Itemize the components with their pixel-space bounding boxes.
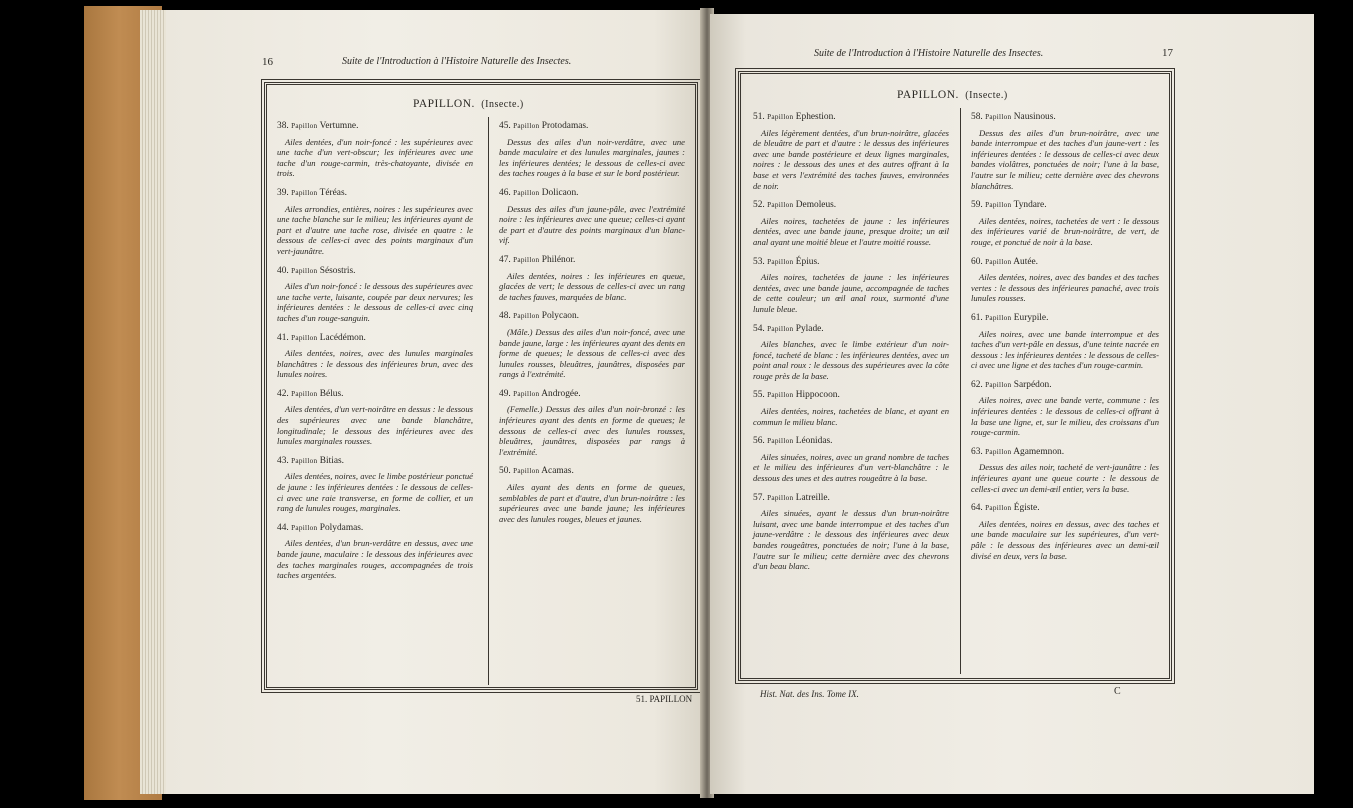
entry-genus: Papillon xyxy=(513,312,540,321)
entry-description: Ailes sinuées, ayant le dessus d'un brun-noirâtre luisant, avec une bande interrompue et des taches d'un jaune-verdâtre : le dessous des inférieures avec deux bandes rougeâtres, ponctuées de noir; l'une à la base, l'autre sur le milieu; cette dernière avec des chevrons d'un beau blanc. xyxy=(753,508,949,572)
entry-heading xyxy=(277,456,473,467)
footer-title: Hist. Nat. des Ins. Tome IX. xyxy=(760,689,859,699)
entry-genus: Papillon xyxy=(767,257,794,266)
entry-species: Épius. xyxy=(795,256,820,267)
entry-number: 61. xyxy=(971,312,983,323)
entry-species: Bitias. xyxy=(319,455,345,466)
entry-species: Sarpédon. xyxy=(1013,379,1052,390)
entry-number: 50. xyxy=(499,466,511,477)
entry-description: Ailes dentées, noires, tachetées de vert : le dessous des inférieures varié de brun-noirâtre, de vert, de rouge, et ponctué de noir à la base. xyxy=(971,215,1159,247)
entry-description: Ailes d'un noir-foncé : le dessous des supérieures avec une tache verte, luisante, coupée par deux nervures; les inférieures dentées : le dessous de celles-ci avec cinq taches d'un rouge-sanguin. xyxy=(277,281,473,323)
entry-number: 62. xyxy=(971,379,983,390)
left-page xyxy=(166,10,708,794)
entry-heading xyxy=(753,200,949,211)
right-page xyxy=(710,14,1314,794)
entry-genus: Papillon xyxy=(985,504,1012,513)
entry-species: Polydamas. xyxy=(319,522,364,533)
entry-heading xyxy=(971,380,1159,391)
entry-number: 64. xyxy=(971,503,983,514)
entry-number: 56. xyxy=(753,436,765,447)
entry-description: Ailes dentées, d'un brun-verdâtre en dessus, avec une bande jaune, maculaire : le dessous des inférieures avec des taches marginales rouges, accompagnées de trois taches argentées. xyxy=(277,538,473,581)
entry-genus: Papillon xyxy=(985,313,1012,322)
entry-description: Dessus des ailes d'un brun-noirâtre, avec une bande interrompue et des taches d'un jaune-vert : les inférieures dentées : le dessous de celles-ci avec deux bandes violâtres, ponctuées de noir; l'une à la base, l'autre sur le milieu; cette dernière avec des chevrons blanchâtres. xyxy=(971,127,1159,191)
entry-genus: Papillon xyxy=(767,113,794,121)
entry-number: 40. xyxy=(277,265,289,276)
entry-genus: Papillon xyxy=(985,380,1012,389)
entry-genus: Papillon xyxy=(513,188,540,197)
entry-species: Latreille. xyxy=(795,492,830,503)
signature-mark: C xyxy=(1114,686,1121,697)
right-column-1 xyxy=(753,112,949,572)
entry-species: Bélus. xyxy=(319,388,344,399)
entry-description: Ailes dentées, noires en dessus, avec des taches et une bande maculaire sur les supérieures, d'un vert-pâle : le dessous des inférieures avec un demi-œil divisé en deux, vers la base. xyxy=(971,518,1159,561)
entry-description: Ailes dentées, noires, tachetées de blanc, et ayant en commun le milieu blanc. xyxy=(753,406,949,427)
entry-number: 49. xyxy=(499,388,511,399)
entry-description: Dessus des ailes noir, tacheté de vert-jaunâtre : les inférieures ayant une queue courte : le dessous de celles-ci avec un demi-œil entier, vers la base. xyxy=(971,462,1159,494)
entry-genus: Papillon xyxy=(767,201,794,210)
entry-description: Dessus des ailes d'un jaune-pâle, avec l'extrémité noire : les inférieures avec une queue; celles-ci ayant de part et d'autre des points marginaux d'un blanc-vif. xyxy=(499,203,685,246)
entry-heading xyxy=(971,503,1159,514)
entry-heading xyxy=(753,112,949,123)
entry-genus: Papillon xyxy=(985,257,1012,266)
entry-heading xyxy=(971,257,1159,268)
entry-description: Ailes légèrement dentées, d'un brun-noirâtre, glacées de bleuâtre de part et d'autre : le dessus des inférieures avec une bande postérieure et deux lignes marginales, noires : le dessous des unes et des autres offrant à la base et vers l'extrémité des taches fauves, environnées de noir. xyxy=(753,127,949,191)
entry-number: 48. xyxy=(499,311,511,322)
entry-species: Demoleus. xyxy=(795,200,837,211)
entry-species: Léonidas. xyxy=(795,436,833,447)
entry-description: Ailes sinuées, noires, avec un grand nombre de taches et le milieu des inférieures d'un vert-blanchâtre : le dessous des unes et des autres rougeâtre à la base. xyxy=(753,451,949,484)
entry-genus: Papillon xyxy=(985,201,1012,210)
entry-genus: Papillon xyxy=(513,389,540,398)
entry-heading xyxy=(753,493,949,504)
entry-species: Égiste. xyxy=(1013,503,1040,514)
entry-number: 42. xyxy=(277,388,289,399)
entry-species: Lacédémon. xyxy=(319,332,366,343)
entry-description: Ailes dentées, d'un noir-foncé : les supérieures avec une tache d'un vert-obscur; les inférieures avec une tache d'un rouge-carmin, très-chatoyante, divisée en trois. xyxy=(277,136,473,179)
entry-number: 63. xyxy=(971,446,983,457)
entry-number: 45. xyxy=(499,121,511,131)
entry-heading xyxy=(277,266,473,277)
entry-species: Polycaon. xyxy=(541,311,580,322)
left-page-title: PAPILLON. (Insecte.) xyxy=(413,98,524,110)
entry-species: Protodamas. xyxy=(541,121,589,131)
column-rule xyxy=(960,108,961,674)
entry-description: Ailes noires, avec une bande interrompue et des taches d'un vert-pâle en dessus, d'une teinte nacrée en dessous : les inférieures dentées : le dessous de celles-ci avec une ligne et des taches d'un rouge-carmin. xyxy=(971,328,1159,371)
entry-number: 55. xyxy=(753,390,765,401)
entry-genus: Papillon xyxy=(985,113,1012,121)
entry-genus: Papillon xyxy=(291,266,318,275)
right-column-2 xyxy=(971,112,1159,561)
entry-species: Tyndare. xyxy=(1013,200,1047,211)
entry-species: Pylade. xyxy=(795,323,824,334)
entry-genus: Papillon xyxy=(291,188,318,197)
entry-species: Androgée. xyxy=(541,388,581,399)
entry-species: Autée. xyxy=(1013,256,1038,267)
entry-genus: Papillon xyxy=(513,255,540,264)
left-column-1 xyxy=(277,121,473,581)
entry-heading xyxy=(971,447,1159,458)
entry-heading xyxy=(971,200,1159,211)
entry-genus: Papillon xyxy=(291,456,318,465)
entry-number: 60. xyxy=(971,256,983,267)
entry-number: 51. xyxy=(753,112,765,122)
right-page-title: PAPILLON. (Insecte.) xyxy=(897,89,1008,101)
entry-genus: Papillon xyxy=(513,467,540,476)
entry-description: (Femelle.) Dessus des ailes d'un noir-bronzé : les inférieures ayant des dents en forme de queues; le dessous de celles-ci avec des lunules rousses, bleuâtres, jaunâtres, disposées par rangs à l'extrémité. xyxy=(499,404,685,457)
entry-heading xyxy=(277,188,473,199)
left-running-head: Suite de l'Introduction à l'Histoire Naturelle des Insectes. xyxy=(342,56,572,67)
entry-number: 46. xyxy=(499,187,511,198)
entry-description: (Mâle.) Dessus des ailes d'un noir-foncé, avec une bande jaune, large : les inférieures ayant des dents en forme de queues; le dessous de celles-ci avec des lunules rousses, bleuâtres, jaunâtres, disposées par rangs à l'extrémité. xyxy=(499,326,685,380)
entry-number: 59. xyxy=(971,200,983,211)
entry-number: 44. xyxy=(277,522,289,533)
entry-heading xyxy=(499,255,685,266)
entry-description: Ailes dentées, noires : les inférieures en queue, glacées de vert; le dessous de celles-ci avec un rang de taches fauves, marquées de blanc. xyxy=(499,270,685,302)
entry-description: Dessus des ailes d'un noir-verdâtre, avec une bande maculaire et des lunules marginales, jaunes : les inférieures dentées; le dessous de celles-ci avec des taches rouges à la base et sur le bord postérieur. xyxy=(499,136,685,179)
entry-species: Philénor. xyxy=(541,254,576,265)
right-content-frame xyxy=(738,71,1172,681)
entry-genus: Papillon xyxy=(985,447,1012,456)
entry-species: Vertumne. xyxy=(319,121,359,131)
entry-genus: Papillon xyxy=(291,122,318,130)
entry-genus: Papillon xyxy=(291,333,318,342)
entry-description: Ailes dentées, noires, avec des lunules marginales blanchâtres : le dessous des inférieures brun, avec des lunules noires. xyxy=(277,348,473,380)
entry-species: Acamas. xyxy=(541,466,574,477)
entry-species: Dolicaon. xyxy=(541,187,579,198)
entry-description: Ailes dentées, d'un vert-noirâtre en dessus : le dessous des supérieures avec une bande blanchâtre, longitudinale; le dessous des inférieures avec des lunules marginales rousses. xyxy=(277,404,473,447)
entry-heading xyxy=(277,333,473,344)
entry-species: Agamemnon. xyxy=(1013,446,1065,457)
entry-heading xyxy=(753,390,949,401)
entry-genus: Papillon xyxy=(767,493,794,502)
entry-description: Ailes blanches, avec le limbe extérieur d'un noir-foncé, tacheté de blanc : les inférieures dentées, avec un point anal roux : le dessous des supérieures avec la côte rouge près de la base. xyxy=(753,339,949,381)
entry-number: 58. xyxy=(971,112,983,122)
entry-species: Hippocoon. xyxy=(795,390,840,401)
right-page-number: 17 xyxy=(1162,47,1173,59)
entry-description: Ailes noires, avec une bande verte, commune : les inférieures dentées : le dessous de celles-ci offrant à la base une ligne, et, sur le milieu, des croissans d'un rouge-carmin. xyxy=(971,395,1159,438)
entry-description: Ailes dentées, noires, avec le limbe postérieur ponctué de jaune : les inférieures dentées : le dessous de celles-ci avec une raie transverse, en forme de collier, et un rang de lunules rouges, marginales. xyxy=(277,471,473,514)
catchword: 51. PAPILLON xyxy=(636,694,693,704)
entry-number: 47. xyxy=(499,254,511,265)
entry-genus: Papillon xyxy=(291,523,318,532)
entry-number: 54. xyxy=(753,323,765,334)
entry-description: Ailes noires, tachetées de jaune : les inférieures dentées, avec une bande jaune, accompagnée de taches de cette couleur; un œil anal roux, surmonté d'une lunule bleue. xyxy=(753,272,949,314)
page-edges xyxy=(140,10,168,794)
entry-heading xyxy=(499,188,685,199)
entry-species: Ephestion. xyxy=(795,112,836,122)
entry-heading xyxy=(499,389,685,400)
left-column-2 xyxy=(499,121,685,524)
entry-heading xyxy=(277,121,473,132)
entry-heading xyxy=(753,324,949,335)
entry-genus: Papillon xyxy=(767,437,794,446)
entry-genus: Papillon xyxy=(513,122,540,130)
entry-heading xyxy=(753,257,949,268)
entry-species: Sésostris. xyxy=(319,265,356,276)
left-page-number: 16 xyxy=(262,56,273,68)
entry-number: 57. xyxy=(753,492,765,503)
entry-genus: Papillon xyxy=(767,391,794,400)
ornament-dash xyxy=(462,79,472,80)
entry-number: 39. xyxy=(277,187,289,198)
entry-heading xyxy=(277,523,473,534)
right-running-head: Suite de l'Introduction à l'Histoire Naturelle des Insectes. xyxy=(814,48,1044,59)
entry-heading xyxy=(499,311,685,322)
entry-description: Ailes noires, tachetées de jaune : les inférieures dentées, avec une bande jaune, presque droite; un œil anal ayant une moitié bleue et l'autre moitié rousse. xyxy=(753,215,949,247)
entry-heading xyxy=(971,112,1159,123)
entry-heading xyxy=(753,436,949,447)
entry-genus: Papillon xyxy=(291,389,318,398)
entry-number: 43. xyxy=(277,455,289,466)
entry-number: 41. xyxy=(277,332,289,343)
entry-heading xyxy=(277,389,473,400)
entry-heading xyxy=(499,466,685,477)
entry-number: 53. xyxy=(753,256,765,267)
entry-genus: Papillon xyxy=(767,324,794,333)
entry-description: Ailes arrondies, entières, noires : les supérieures avec une tache blanche sur le milieu; les inférieures ayant de part et d'autre une tache rose, divisée en quatre : le dessous de celles-ci avec des points marginaux d'un vert-jaunâtre. xyxy=(277,203,473,256)
entry-species: Eurypile. xyxy=(1013,312,1049,323)
entry-species: Téréas. xyxy=(319,187,347,198)
left-content-frame xyxy=(264,82,698,690)
column-rule xyxy=(488,117,489,685)
entry-heading xyxy=(971,313,1159,324)
entry-heading xyxy=(499,121,685,132)
entry-description: Ailes dentées, noires, avec des bandes et des taches vertes : le dessous des inférieures panaché, avec trois lunules rousses. xyxy=(971,272,1159,304)
entry-number: 52. xyxy=(753,200,765,211)
entry-species: Nausinous. xyxy=(1013,112,1056,122)
entry-number: 38. xyxy=(277,121,289,131)
entry-description: Ailes ayant des dents en forme de queues, semblables de part et d'autre, d'un brun-noirâtre : les supérieures avec une bande jaune; les inférieures avec des lunules rouges, bleues et jaunes. xyxy=(499,482,685,524)
